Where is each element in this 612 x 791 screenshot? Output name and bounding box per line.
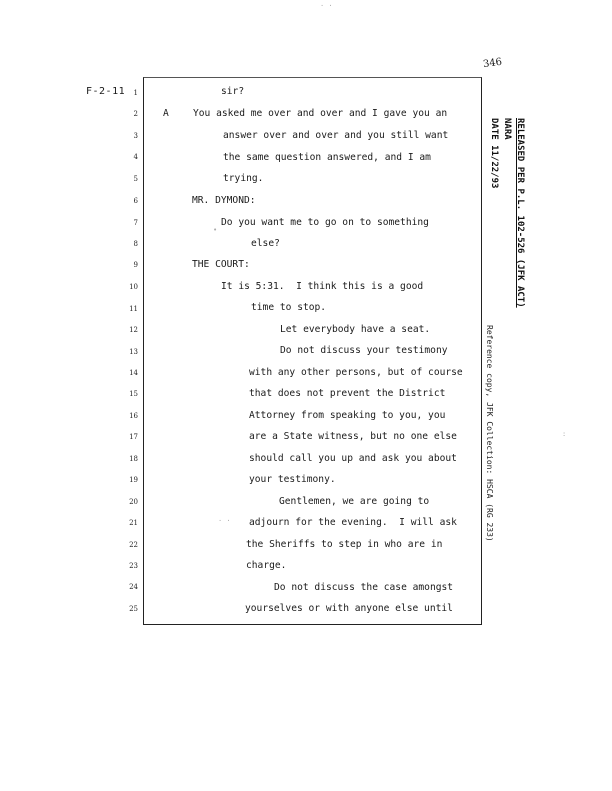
transcript-line: sir?: [221, 86, 245, 97]
speaker-label: THE COURT:: [192, 259, 250, 270]
transcript-line: that does not prevent the District: [249, 388, 446, 399]
transcript-line: with any other persons, but of course: [249, 367, 463, 378]
transcript-line: trying.: [223, 173, 264, 184]
line-number: 8: [133, 240, 138, 248]
transcript-line: your testimony.: [249, 474, 336, 485]
line-number: 6: [133, 197, 138, 205]
line-number: 9: [133, 261, 138, 269]
line-number: 16: [129, 412, 138, 420]
line-number: 22: [129, 541, 138, 549]
line-number: 21: [129, 519, 138, 527]
line-number: 25: [129, 605, 138, 613]
transcript-line: You asked me over and over and I gave you an: [193, 108, 448, 119]
transcript-line: should call you up and ask you about: [249, 453, 457, 464]
line-number: 1: [133, 89, 138, 97]
line-number: 17: [129, 433, 138, 441]
transcript-line: answer over and over and you still want: [223, 130, 449, 141]
line-number: 20: [129, 498, 138, 506]
line-number: 23: [129, 562, 138, 570]
line-number: 24: [129, 583, 138, 591]
line-number: 7: [133, 219, 138, 227]
transcript-line: else?: [251, 238, 280, 249]
line-number: 4: [133, 153, 138, 161]
transcript-line: Attorney from speaking to you, you: [249, 410, 446, 421]
line-number: 10: [129, 283, 138, 291]
line-number: 18: [129, 455, 138, 463]
line-number: 13: [129, 348, 138, 356]
speaker-label: A: [163, 108, 169, 119]
transcript-line: It is 5:31. I think this is a good: [221, 281, 424, 292]
transcript-line: Let everybody have a seat.: [280, 324, 431, 335]
line-number: 19: [129, 476, 138, 484]
transcript-line: charge.: [246, 560, 287, 571]
scan-speck: •: [213, 226, 218, 234]
stamp-line-3: DATE 11/22/93: [489, 118, 499, 189]
line-number: 11: [129, 305, 138, 313]
line-number: 15: [129, 390, 138, 398]
page-number: 346: [482, 56, 503, 71]
transcript-line: are a State witness, but no one else: [249, 431, 457, 442]
transcript-line: time to stop.: [251, 302, 327, 313]
line-number: 5: [133, 175, 138, 183]
stamp-line-2: NARA: [502, 118, 512, 140]
line-number: 14: [129, 369, 138, 377]
transcript-line: Do you want me to go on to something: [221, 217, 429, 228]
line-number: 12: [129, 326, 138, 334]
speaker-label: MR. DYMOND:: [192, 195, 256, 206]
transcript-line: the same question answered, and I am: [223, 152, 431, 163]
page-id: F-2-11: [86, 86, 126, 97]
stamp-line-1: RELEASED PER P.L. 102-526 (JFK ACT): [515, 118, 525, 308]
transcript-line: Gentlemen, we are going to: [279, 496, 430, 507]
line-number: 3: [133, 132, 138, 140]
scan-speck: · ·: [320, 2, 333, 10]
line-number: 2: [133, 110, 138, 118]
transcript-line: yourselves or with anyone else until: [245, 603, 453, 614]
transcript-line: Do not discuss the case amongst: [274, 582, 454, 593]
transcript-line: adjourn for the evening. I will ask: [249, 517, 457, 528]
transcript-line: the Sheriffs to step in who are in: [246, 539, 443, 550]
scan-speck: · ·: [218, 517, 231, 525]
scan-speck: :: [562, 430, 567, 438]
transcript-line: Do not discuss your testimony: [280, 345, 448, 356]
